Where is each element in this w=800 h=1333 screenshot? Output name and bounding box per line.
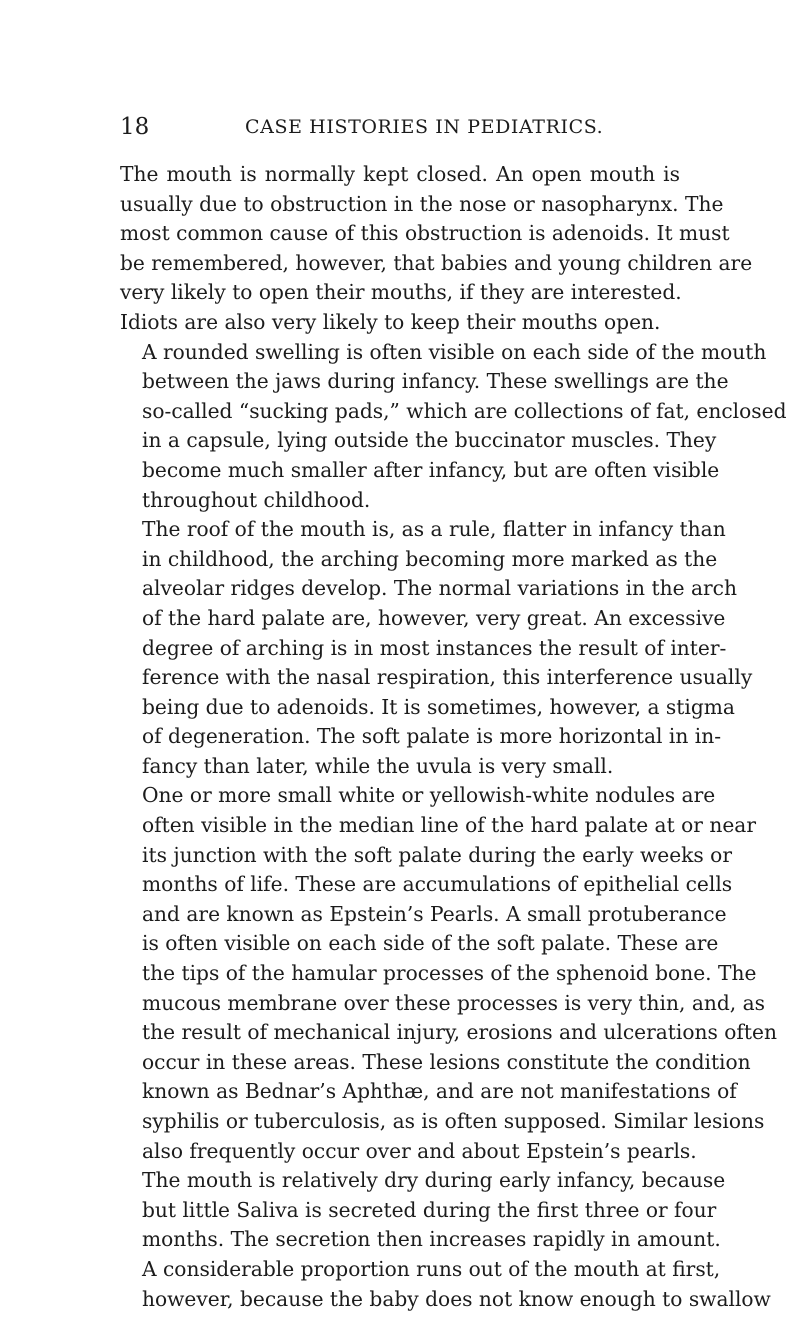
- body-text: [120, 160, 787, 1314]
- running-title: CASE HISTORIES IN PEDIATRICS.: [245, 116, 604, 138]
- text-line: in childhood, the arching becoming more marked as the: [142, 546, 718, 571]
- text-line: however, because the baby does not know enough to swallow: [142, 1286, 771, 1311]
- paragraph: [120, 781, 777, 1166]
- text-line: Idiots are also very likely to keep their mouths open.: [120, 309, 661, 334]
- text-line: its junction with the soft palate during the early weeks or: [142, 842, 732, 867]
- text-line: most common cause of this obstruction is adenoids. It must: [120, 221, 730, 246]
- text-line: known as Bednar’s Aphthæ, and are not manifestations of: [142, 1079, 737, 1104]
- text-line: fancy than later, while the uvula is very small.: [142, 753, 614, 778]
- text-line: but little Saliva is secreted during the first three or four: [142, 1197, 717, 1222]
- text-line: be remembered, however, that babies and young children are: [120, 250, 753, 275]
- text-line: occur in these areas. These lesions constitute the condition: [142, 1049, 751, 1074]
- text-line: of the hard palate are, however, very great. An excessive: [142, 605, 726, 630]
- paragraph: [120, 338, 787, 516]
- text-line: very likely to open their mouths, if they are interested.: [120, 280, 682, 305]
- paragraph: [120, 160, 753, 338]
- text-line: so-called “sucking pads,” which are collections of fat, enclosed: [142, 398, 787, 423]
- text-line: being due to adenoids. It is sometimes, however, a stigma: [142, 694, 735, 719]
- text-line: A considerable proportion runs out of the mouth at first,: [142, 1256, 721, 1281]
- text-line: ference with the nasal respiration, this interference usually: [142, 665, 753, 690]
- page-number: 18: [120, 114, 150, 140]
- text-line: in a capsule, lying outside the buccinator muscles. They: [142, 428, 717, 453]
- text-line: the tips of the hamular processes of the sphenoid bone. The: [142, 961, 757, 986]
- text-line: months of life. These are accumulations of epithelial cells: [142, 872, 733, 897]
- text-line: is often visible on each side of the soft palate. These are: [142, 931, 719, 956]
- text-line: The mouth is relatively dry during early infancy, because: [142, 1168, 726, 1193]
- text-line: months. The secretion then increases rapidly in amount.: [142, 1227, 721, 1252]
- text-line: become much smaller after infancy, but are often visible: [142, 457, 720, 482]
- text-line: One or more small white or yellowish-white nodules are: [142, 783, 716, 808]
- paragraph: [120, 515, 753, 781]
- text-line: syphilis or tuberculosis, as is often supposed. Similar lesions: [142, 1109, 765, 1133]
- running-header: [120, 112, 680, 142]
- text-line: and are known as Epstein’s Pearls. A small protuberance: [142, 901, 727, 926]
- text-line: throughout childhood.: [142, 487, 371, 512]
- text-line: The roof of the mouth is, as a rule, flatter in infancy than: [142, 517, 726, 542]
- text-line: the result of mechanical injury, erosions and ulcerations often: [142, 1020, 777, 1045]
- text-line: of degeneration. The soft palate is more horizontal in in-: [142, 724, 722, 749]
- text-line: usually due to obstruction in the nose or nasopharynx. The: [120, 191, 724, 216]
- text-line: The mouth is normally kept closed. An open mouth is: [120, 162, 680, 186]
- text-line: alveolar ridges develop. The normal variations in the arch: [142, 576, 737, 601]
- text-line: often visible in the median line of the hard palate at or near: [142, 813, 756, 838]
- text-line: A rounded swelling is often visible on each side of the mouth: [142, 339, 767, 364]
- text-line: mucous membrane over these processes is very thin, and, as: [142, 990, 766, 1015]
- text-line: also frequently occur over and about Epstein’s pearls.: [142, 1138, 697, 1163]
- text-line: degree of arching is in most instances the result of inter-: [142, 635, 727, 660]
- paragraph: [120, 1166, 771, 1314]
- text-line: between the jaws during infancy. These swellings are the: [142, 369, 729, 394]
